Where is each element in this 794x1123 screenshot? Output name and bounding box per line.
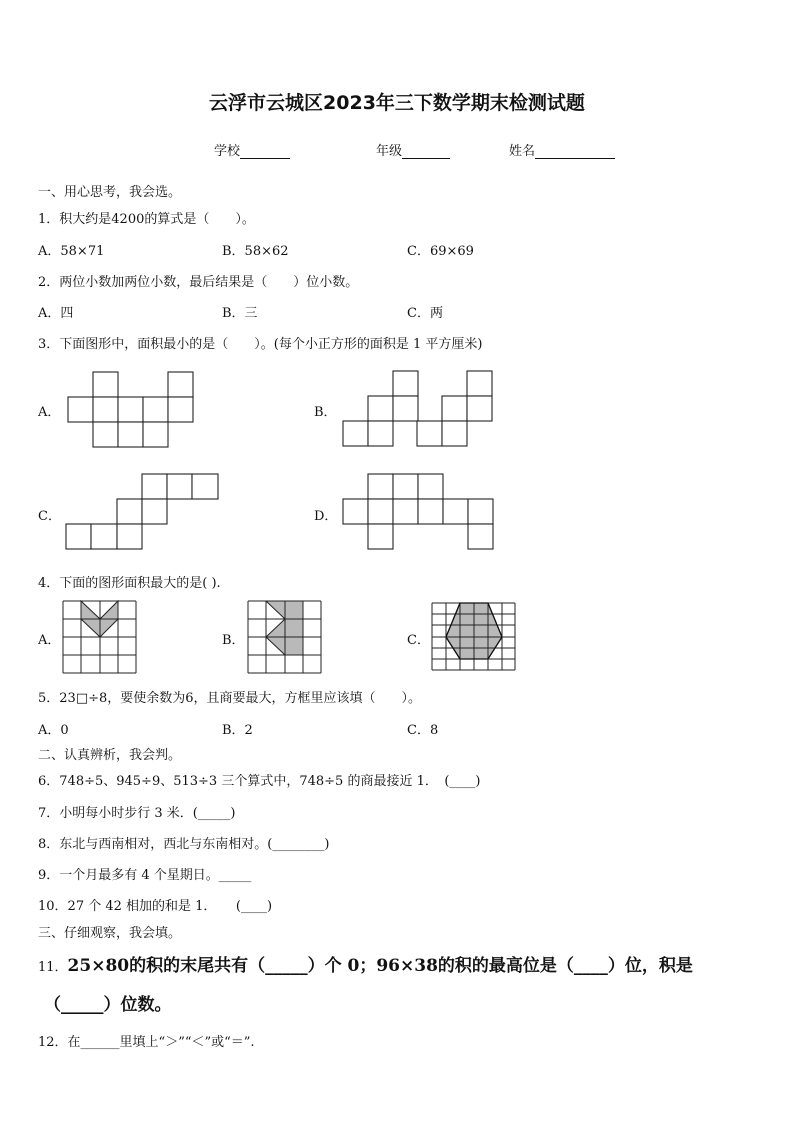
q5-option-a[interactable]: A．0 bbox=[38, 723, 69, 738]
q8-text: 8．东北与西南相对，西北与东南相对。(________) bbox=[38, 837, 330, 852]
name-blank[interactable] bbox=[535, 144, 615, 159]
name-label: 姓名 bbox=[509, 144, 536, 159]
q4-figure-c[interactable] bbox=[432, 603, 516, 671]
q6-text: 6．748÷5、945÷9、513÷3 三个算式中，748÷5 的商最接近 1． (____) bbox=[38, 774, 481, 789]
q11-text-1: 25×80的积的末尾共有（_____）个 0；96×38的积的最高位是（____）位，积是 bbox=[67, 956, 693, 976]
school-field[interactable] bbox=[214, 140, 290, 159]
name-field[interactable] bbox=[509, 140, 615, 159]
q3-option-b-label[interactable]: B． bbox=[314, 405, 337, 420]
q5-option-b[interactable]: B．2 bbox=[222, 723, 253, 738]
q3-figure-a[interactable] bbox=[68, 372, 194, 448]
q3-option-a-label[interactable]: A． bbox=[38, 405, 61, 420]
q3-text: 3．下面图形中，面积最小的是（ ）。(每个小正方形的面积是 1 平方厘米) bbox=[38, 337, 483, 352]
grade-label: 年级 bbox=[376, 144, 403, 159]
q1-option-a[interactable]: A．58×71 bbox=[38, 244, 105, 259]
q3-option-c-label[interactable]: C． bbox=[38, 509, 61, 524]
q1-text: 1．积大约是4200的算式是（ ）。 bbox=[38, 212, 255, 227]
section-3-heading: 三、仔细观察，我会填。 bbox=[38, 926, 182, 941]
q3-figure-b[interactable] bbox=[343, 371, 493, 447]
section-1-heading: 一、用心思考，我会选。 bbox=[38, 185, 182, 200]
grade-blank[interactable] bbox=[402, 144, 450, 159]
q5-option-c[interactable]: C．8 bbox=[407, 723, 439, 738]
q4-text: 4．下面的图形面积最大的是( ). bbox=[38, 576, 221, 591]
q3-option-d-label[interactable]: D． bbox=[314, 509, 338, 524]
q10-text: 10．27 个 42 相加的和是 1． (____) bbox=[38, 899, 273, 914]
q7-text: 7．小明每小时步行 3 米．(_____) bbox=[38, 806, 236, 821]
q2-text: 2．两位小数加两位小数，最后结果是（ ）位小数。 bbox=[38, 275, 359, 290]
q1-option-b[interactable]: B．58×62 bbox=[222, 244, 289, 259]
q2-option-a[interactable]: A．四 bbox=[38, 306, 74, 321]
q12-text: 12．在______里填上“＞”“＜”或“＝”. bbox=[38, 1035, 255, 1050]
q11-line-1 bbox=[38, 951, 693, 976]
q4-option-c-label[interactable]: C． bbox=[407, 633, 430, 648]
q3-figure-c[interactable] bbox=[66, 474, 219, 550]
q9-text: 9．一个月最多有 4 个星期日。_____ bbox=[38, 868, 252, 883]
q4-option-b-label[interactable]: B． bbox=[222, 633, 245, 648]
q3-figure-d[interactable] bbox=[343, 474, 495, 550]
q2-option-c[interactable]: C．两 bbox=[407, 306, 443, 321]
q2-option-b[interactable]: B．三 bbox=[222, 306, 258, 321]
school-blank[interactable] bbox=[240, 144, 290, 159]
q11-line-2: （_____）位数。 bbox=[44, 995, 172, 1015]
q11-number: 11． bbox=[38, 960, 68, 975]
q4-figure-a[interactable] bbox=[63, 601, 137, 673]
q5-text: 5．23□÷8，要使余数为6，且商要最大，方框里应该填（ ）。 bbox=[38, 691, 422, 706]
section-2-heading: 二、认真辨析，我会判。 bbox=[38, 748, 182, 763]
school-label: 学校 bbox=[214, 144, 241, 159]
q4-figure-b[interactable] bbox=[248, 601, 322, 673]
page-title: 云浮市云城区2023年三下数学期末检测试题 bbox=[209, 92, 585, 114]
grade-field[interactable] bbox=[376, 140, 450, 159]
q4-option-a-label[interactable]: A． bbox=[38, 633, 61, 648]
q1-option-c[interactable]: C．69×69 bbox=[407, 244, 474, 259]
